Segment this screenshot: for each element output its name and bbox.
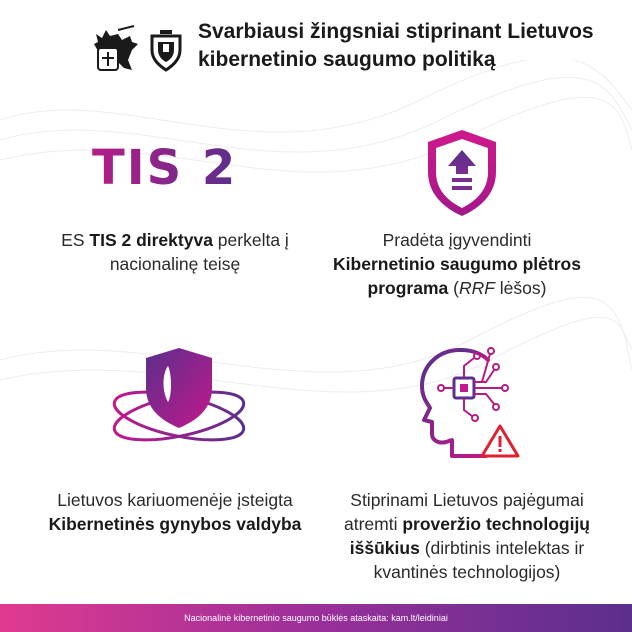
item-tis2-line2: nacionalinę teisę [109, 254, 241, 274]
tis2-logo [92, 144, 262, 190]
item-defense-line1: Lietuvos kariuomenėje įsteigta [57, 490, 293, 510]
item-defense-text [30, 488, 320, 536]
item-program-paren-rest: lėšos) [494, 278, 547, 298]
item-program-italic: RRF [458, 278, 495, 298]
header [0, 0, 632, 90]
footer-text: Nacionalinė kibernetinio saugumo būklės ataskaita: kam.lt/leidiniai [184, 613, 448, 623]
item-tis2-bold: TIS 2 direktyva [89, 230, 213, 250]
item-program-paren: ( [448, 278, 459, 298]
item-tech-bold-line2: proveržio technologijų [402, 514, 590, 534]
item-defense-bold-line2: Kibernetinės gynybos valdyba [48, 514, 302, 534]
item-program-bold-line2: Kibernetinio saugumo plėtros [333, 254, 581, 274]
item-program-line1: Pradėta įgyvendinti [382, 230, 532, 250]
item-tech-text [322, 488, 612, 584]
item-tech-line1: Stiprinami Lietuvos pajėgumai [350, 490, 584, 510]
ministry-shield-icon [148, 26, 184, 72]
item-tis2-pre: ES [61, 230, 90, 250]
page-title [198, 18, 618, 74]
ai-head-warning-icon [416, 340, 522, 462]
item-tis2-post: perkelta į [212, 230, 289, 250]
title-line-2: kibernetinio saugumo politiką [198, 48, 496, 71]
shield-upload-icon [424, 128, 500, 218]
item-program-bold-line3: programa [367, 278, 449, 298]
footer-bar [0, 604, 632, 632]
item-tech-line4: kvantinės technologijos) [373, 562, 561, 582]
item-program-text [322, 228, 592, 300]
title-line-1: Svarbiausi žingsniai stiprinant Lietuvos [198, 20, 594, 43]
cyber-defense-shield-icon [104, 344, 254, 452]
tis2-logo-text: TIS 2 [92, 144, 238, 190]
item-tech-bold-line3: iššūkius [349, 538, 420, 558]
vytis-emblem-icon [88, 24, 140, 74]
item-tis2-text [40, 228, 310, 276]
item-tech-line3-rest: (dirbtinis intelektas ir [419, 538, 585, 558]
item-tech-line2-pre: atremti [343, 514, 403, 534]
